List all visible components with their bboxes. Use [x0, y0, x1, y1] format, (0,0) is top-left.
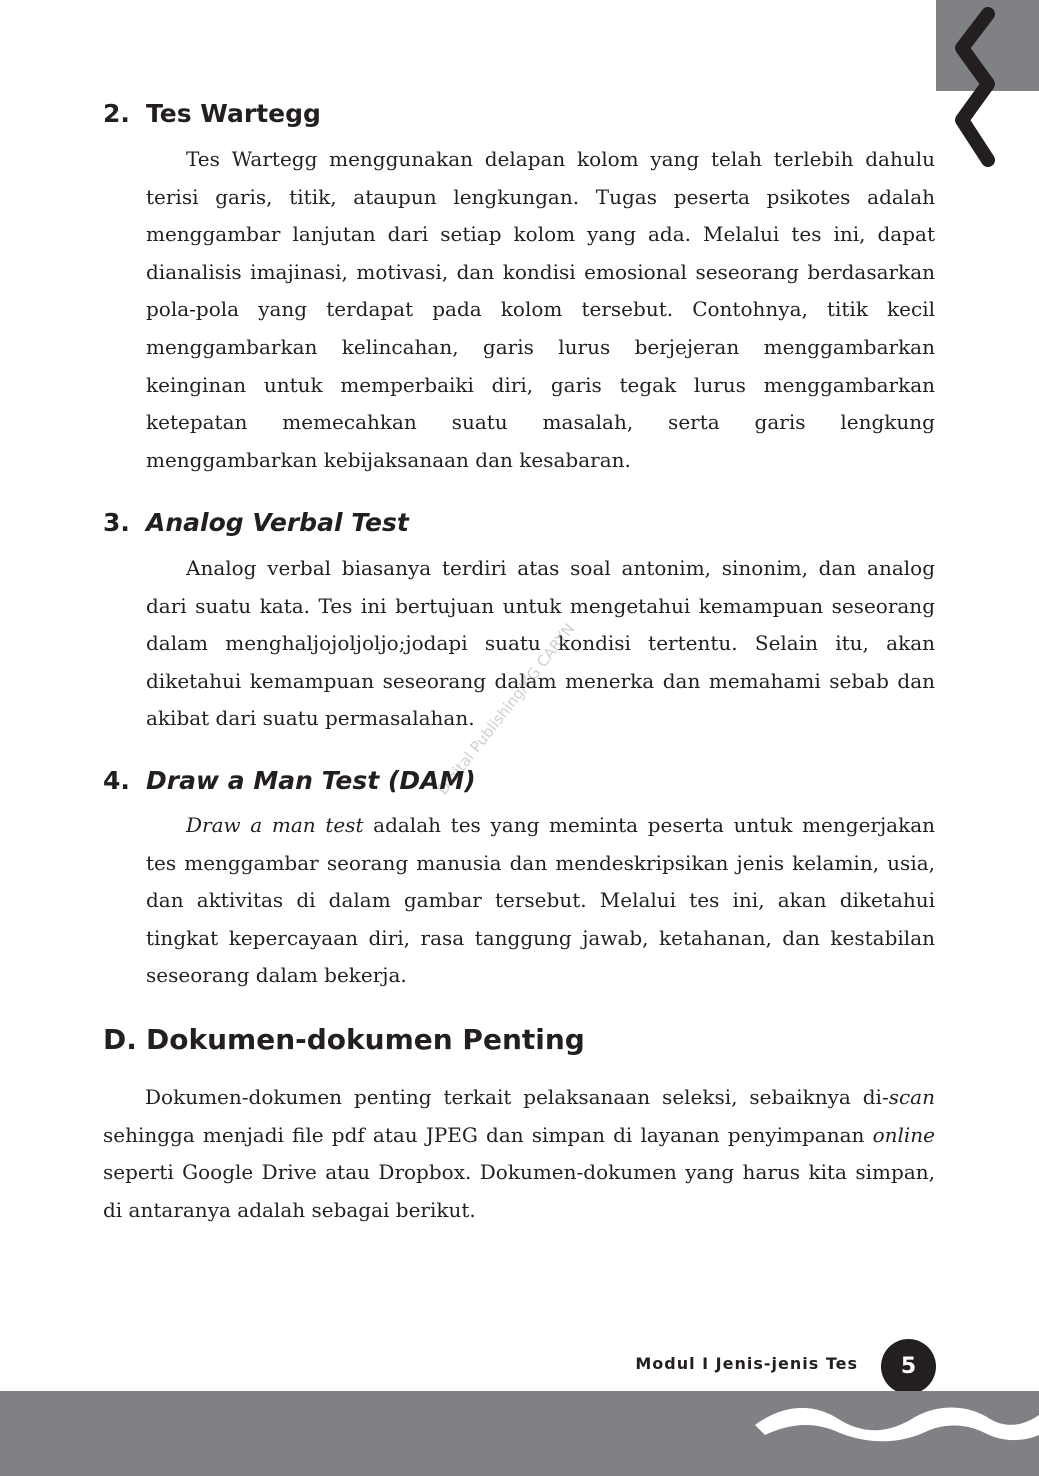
section-3-number: 3. [103, 508, 130, 537]
footer-module-label: Modul I Jenis-jenis Tes [635, 1354, 858, 1373]
section-d-number: D. [103, 1023, 137, 1056]
section-2-body: Tes Wartegg menggunakan delapan kolom yang telah terlebih dahulu terisi garis, titik, ataupun lengkungan. Tugas peserta psikotes adalah menggambar lanjutan dari setiap kolom yang ada. Melalui tes ini, dapat dianalisis imajinasi, motivasi, dan kondisi emosional seseorang berdasarkan pola-pola yang terdapat pada kolom tersebut. Contohnya, titik kecil menggambarkan kelincahan, garis lurus berjejeran menggambarkan keinginan untuk memperbaiki diri, garis tegak lurus menggambarkan ketepatan memecahkan suatu masalah, serta garis lengkung menggambarkan kebijaksanaan dan kesabaran. [146, 147, 935, 472]
section-4-title: Draw a Man Test (DAM) [146, 766, 476, 795]
watermark: Digital Publishing/KG CARYN [433, 619, 579, 799]
section-3-body: Analog verbal biasanya terdiri atas soal antonim, sinonim, dan analog dari suatu kata. Tes ini bertujuan untuk mengetahui kemampuan seseorang dalam menghaljojoljoljo;jodapi suatu kondisi tertentu. Selain itu, akan diketahui kemampuan seseorang dalam menerka dan memahami sebab dan akibat dari suatu permasalahan. [146, 556, 935, 731]
section-3-title: Analog Verbal Test [146, 508, 409, 537]
section-2-title: Tes Wartegg [146, 99, 321, 128]
footer-wave-decoration [745, 1395, 1039, 1445]
section-d-body: Dokumen-dokumen penting terkait pelaksanaan seleksi, sebaiknya di-scan sehingga menjadi file pdf atau JPEG dan simpan di layanan penyimpanan online seperti Google Drive atau Dropbox. Dokumen-dokumen yang harus kita simpan, di antaranya adalah sebagai berikut. [103, 1085, 935, 1222]
section-4-body: Draw a man test adalah tes yang meminta peserta untuk mengerjakan tes menggambar seorang manusia dan mendeskripsikan jenis kelamin, usia, dan aktivitas di dalam gambar tersebut. Melalui tes ini, akan diketahui tingkat kepercayaan diri, rasa tanggung jawab, ketahanan, dan kestabilan seseorang dalam bekerja. [146, 813, 936, 988]
corner-squiggle-decoration [940, 0, 1010, 180]
section-2-number: 2. [103, 99, 130, 128]
section-4-number: 4. [103, 766, 130, 795]
section-d-title: Dokumen-dokumen Penting [146, 1023, 585, 1056]
page-number: 5 [881, 1339, 936, 1394]
